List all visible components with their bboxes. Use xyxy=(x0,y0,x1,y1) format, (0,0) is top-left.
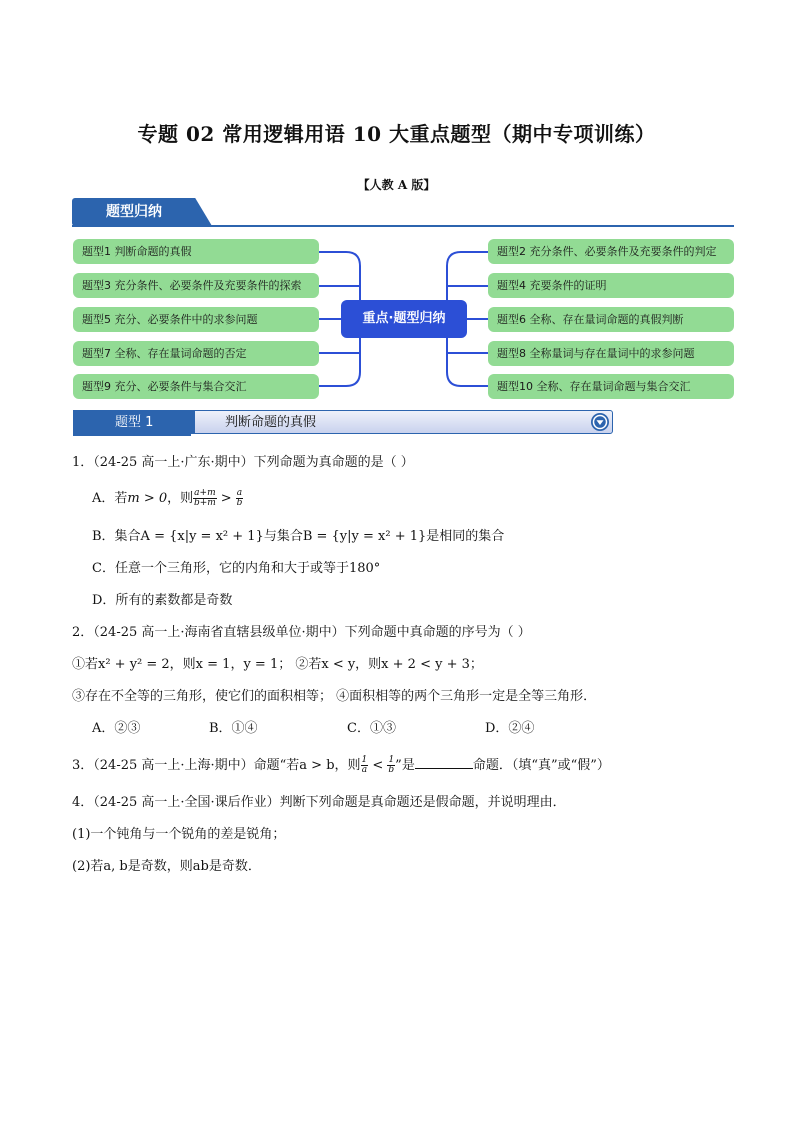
document-title: 专题 02 常用逻辑用语 10 大重点题型（期中专项训练） xyxy=(137,122,656,146)
q1a-frac1-denominator: b+m xyxy=(193,498,216,508)
question-2-option-d: D．②④ xyxy=(485,721,535,736)
mindmap-item-type2: 题型2 充分条件、必要条件及充要条件的判定 xyxy=(488,239,734,264)
question-4-part-1: (1)一个钝角与一个锐角的差是锐角； xyxy=(72,827,286,842)
question-type-tab: 题型 1 xyxy=(73,410,191,436)
q3-post: 命题．（填“真”或“假”） xyxy=(472,758,610,773)
question-1-option-b: B．集合A = {x|y = x² + 1}与集合B = {y|y = x² + 1}是相同的集合 xyxy=(92,529,505,544)
answer-blank[interactable] xyxy=(415,756,473,769)
q1a-condition: m > 0 xyxy=(127,491,168,506)
q1a-mid: ，则 xyxy=(167,491,194,506)
q1a-prefix: A．若 xyxy=(92,491,128,506)
question-1-option-a xyxy=(92,489,243,508)
mindmap-item-type10: 题型10 全称、存在量词命题与集合交汇 xyxy=(488,374,734,399)
mindmap-item-type3: 题型3 充分条件、必要条件及充要条件的探索 xyxy=(73,273,319,298)
question-2-statements-1: ①若x² + y² = 2，则x = 1，y = 1； ②若x < y，则x + 2 < y + 3； xyxy=(72,657,483,672)
mindmap-item-type6: 题型6 全称、存在量词命题的真假判断 xyxy=(488,307,734,332)
q1a-frac1-numerator: a+m xyxy=(194,488,216,498)
q3-pre: 3．（24-25 高一上·上海·期中）命题“若a > b，则 xyxy=(72,758,361,773)
q1a-gt: > xyxy=(216,491,236,506)
mindmap-item-type7: 题型7 全称、存在量词命题的否定 xyxy=(73,341,319,366)
question-1-option-c: C．任意一个三角形，它的内角和大于或等于180° xyxy=(92,561,381,576)
q3-mid: ”是 xyxy=(395,758,415,773)
section-banner-label: 题型归纳 xyxy=(106,204,162,220)
question-type-banner xyxy=(73,410,613,436)
q1a-fraction-2 xyxy=(236,489,243,508)
question-1-option-d: D．所有的素数都是奇数 xyxy=(92,593,233,608)
mindmap-item-type9: 题型9 充分、必要条件与集合交汇 xyxy=(73,374,319,399)
mindmap-item-type5: 题型5 充分、必要条件中的求参问题 xyxy=(73,307,319,332)
edition-label: 【人教 A 版】 xyxy=(357,178,436,192)
q1a-frac2-denominator: b xyxy=(236,498,243,508)
mindmap-item-type1: 题型1 判断命题的真假 xyxy=(73,239,319,264)
q3-frac1-numerator: 1 xyxy=(361,755,368,765)
q1a-frac2-numerator: a xyxy=(236,488,243,498)
q3-frac1-denominator: a xyxy=(361,765,368,775)
mindmap-item-type8: 题型8 全称量词与存在量词中的求参问题 xyxy=(488,341,734,366)
q3-fraction-2 xyxy=(387,756,395,775)
question-4-stem: 4．（24-25 高一上·全国·课后作业）判断下列命题是真命题还是假命题，并说明理由． xyxy=(72,795,566,810)
question-2-statements-2: ③存在不全等的三角形，使它们的面积相等； ④面积相等的两个三角形一定是全等三角形． xyxy=(72,689,597,704)
q3-lt: < xyxy=(368,758,388,773)
question-3 xyxy=(72,756,610,775)
question-2-option-c: C．①③ xyxy=(347,721,396,736)
question-1-stem: 1．（24-25 高一上·广东·期中）下列命题为真命题的是（ ） xyxy=(72,455,414,470)
question-2-stem: 2．（24-25 高一上·海南省直辖县级单位·期中）下列命题中真命题的序号为（ ） xyxy=(72,625,531,640)
question-2-option-a: A．②③ xyxy=(92,721,141,736)
chevron-down-icon[interactable] xyxy=(591,413,609,431)
question-4-part-2: (2)若a, b是奇数，则ab是奇数． xyxy=(72,859,261,874)
q3-frac2-denominator: b xyxy=(388,765,395,775)
q1a-fraction-1 xyxy=(193,489,216,508)
q3-frac2-numerator: 1 xyxy=(388,755,395,765)
mindmap-center: 重点·题型归纳 xyxy=(341,300,467,338)
question-2-option-b: B．①④ xyxy=(209,721,258,736)
mindmap-item-type4: 题型4 充要条件的证明 xyxy=(488,273,734,298)
question-type-title: 判断命题的真假 xyxy=(225,415,317,430)
